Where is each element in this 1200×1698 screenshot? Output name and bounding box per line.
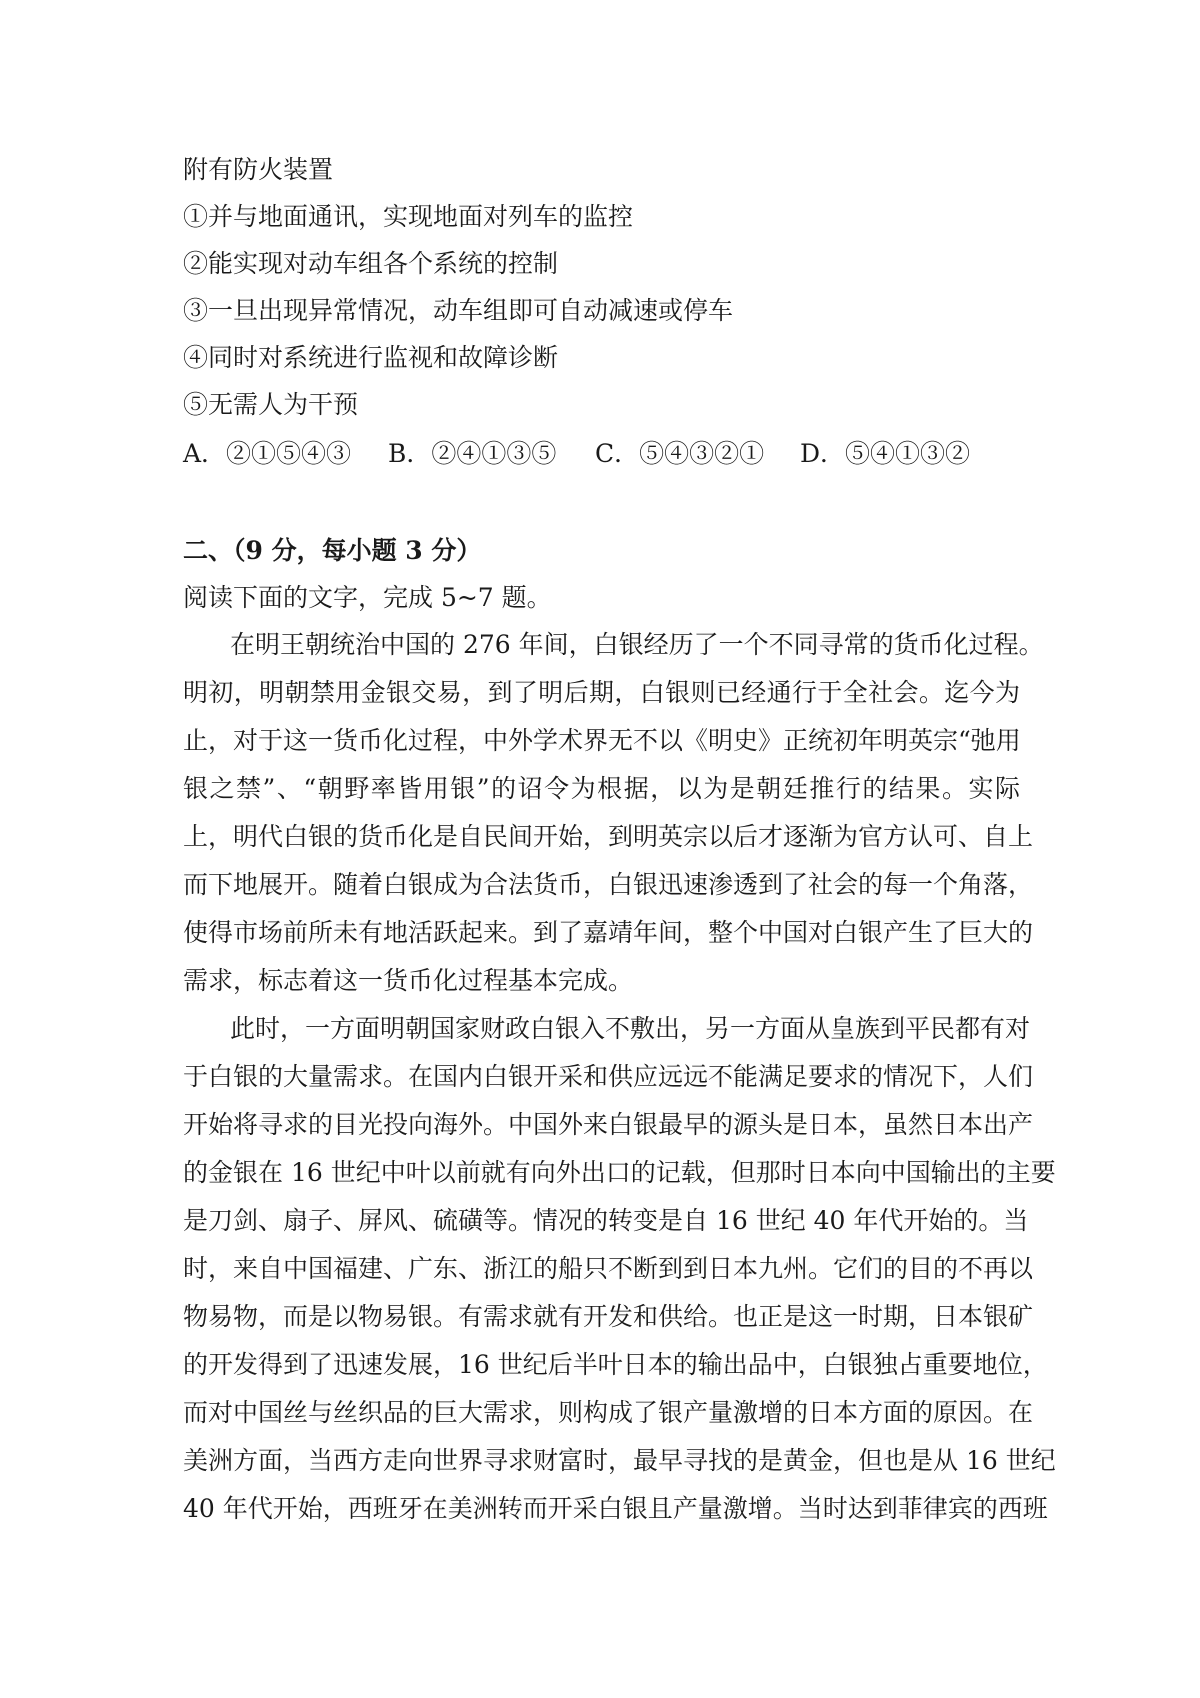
paragraph-line: 此时，一方面明朝国家财政白银入不敷出，另一方面从皇族到平民都有对 (230, 1014, 1031, 1043)
intro-line: ④同时对系统进行监视和故障诊断 (183, 343, 559, 372)
paragraph-line: 在明王朝统治中国的 276 年间，白银经历了一个不同寻常的货币化过程。 (230, 630, 1044, 659)
paragraph-line: 40 年代开始，西班牙在美洲转而开采白银且产量激增。当时达到菲律宾的西班 (183, 1494, 1048, 1523)
paragraph-line: 明初，明朝禁用金银交易，到了明后期，白银则已经通行于全社会。迄今为 (183, 678, 1020, 707)
intro-line: ⑤无需人为干预 (183, 390, 359, 419)
paragraph-line: 物易物，而是以物易银。有需求就有开发和供给。也正是这一时期，日本银矿 (183, 1302, 1034, 1331)
option-a: A．②①⑤④③ (183, 439, 352, 468)
section-instruction: 阅读下面的文字，完成 5~7 题。 (183, 583, 552, 612)
paragraph-line: 开始将寻求的目光投向海外。中国外来白银最早的源头是日本，虽然日本出产 (183, 1110, 1034, 1139)
paragraph-line: 美洲方面，当西方走向世界寻求财富时，最早寻找的是黄金，但也是从 16 世纪 (183, 1446, 1056, 1475)
section-heading: 二、（9 分，每小题 3 分） (183, 536, 482, 565)
paragraph-line: 时，来自中国福建、广东、浙江的船只不断到到日本九州。它们的目的不再以 (183, 1254, 1034, 1283)
option-b: B．②④①③⑤ (388, 439, 557, 468)
paragraph-line: 的金银在 16 世纪中叶以前就有向外出口的记载，但那时日本向中国输出的主要 (183, 1158, 1056, 1187)
intro-line: ②能实现对动车组各个系统的控制 (183, 249, 559, 278)
paragraph-line: 的开发得到了迅速发展，16 世纪后半叶日本的输出品中，白银独占重要地位， (183, 1350, 1048, 1379)
paragraph-line: 止，对于这一货币化过程，中外学术界无不以《明史》正统初年明英宗“弛用 (183, 726, 1021, 755)
intro-line: ①并与地面通讯，实现地面对列车的监控 (183, 202, 634, 231)
intro-line: 附有防火装置 (183, 155, 334, 184)
paragraph-line: 使得市场前所未有地活跃起来。到了嘉靖年间，整个中国对白银产生了巨大的 (183, 918, 1034, 947)
paragraph-line: 而对中国丝与丝织品的巨大需求，则构成了银产量激增的日本方面的原因。在 (183, 1398, 1034, 1427)
paragraph-line: 而下地展开。随着白银成为合法货币，白银迅速渗透到了社会的每一个角落， (183, 870, 1034, 899)
paragraph-line: 银之禁”、“朝野率皆用银”的诏令为根据，以为是朝廷推行的结果。实际 (183, 774, 1020, 803)
paragraph-line: 需求，标志着这一货币化过程基本完成。 (183, 966, 634, 995)
option-d: D．⑤④①③② (800, 439, 971, 468)
intro-line: ③一旦出现异常情况，动车组即可自动减速或停车 (183, 296, 734, 325)
option-c: C．⑤④③②① (595, 439, 765, 468)
paragraph-line: 是刀剑、扇子、屏风、硫磺等。情况的转变是自 16 世纪 40 年代开始的。当 (183, 1206, 1029, 1235)
paragraph-line: 上，明代白银的货币化是自民间开始，到明英宗以后才逐渐为官方认可、自上 (183, 822, 1034, 851)
paragraph-line: 于白银的大量需求。在国内白银开采和供应远远不能满足要求的情况下，人们 (183, 1062, 1034, 1091)
